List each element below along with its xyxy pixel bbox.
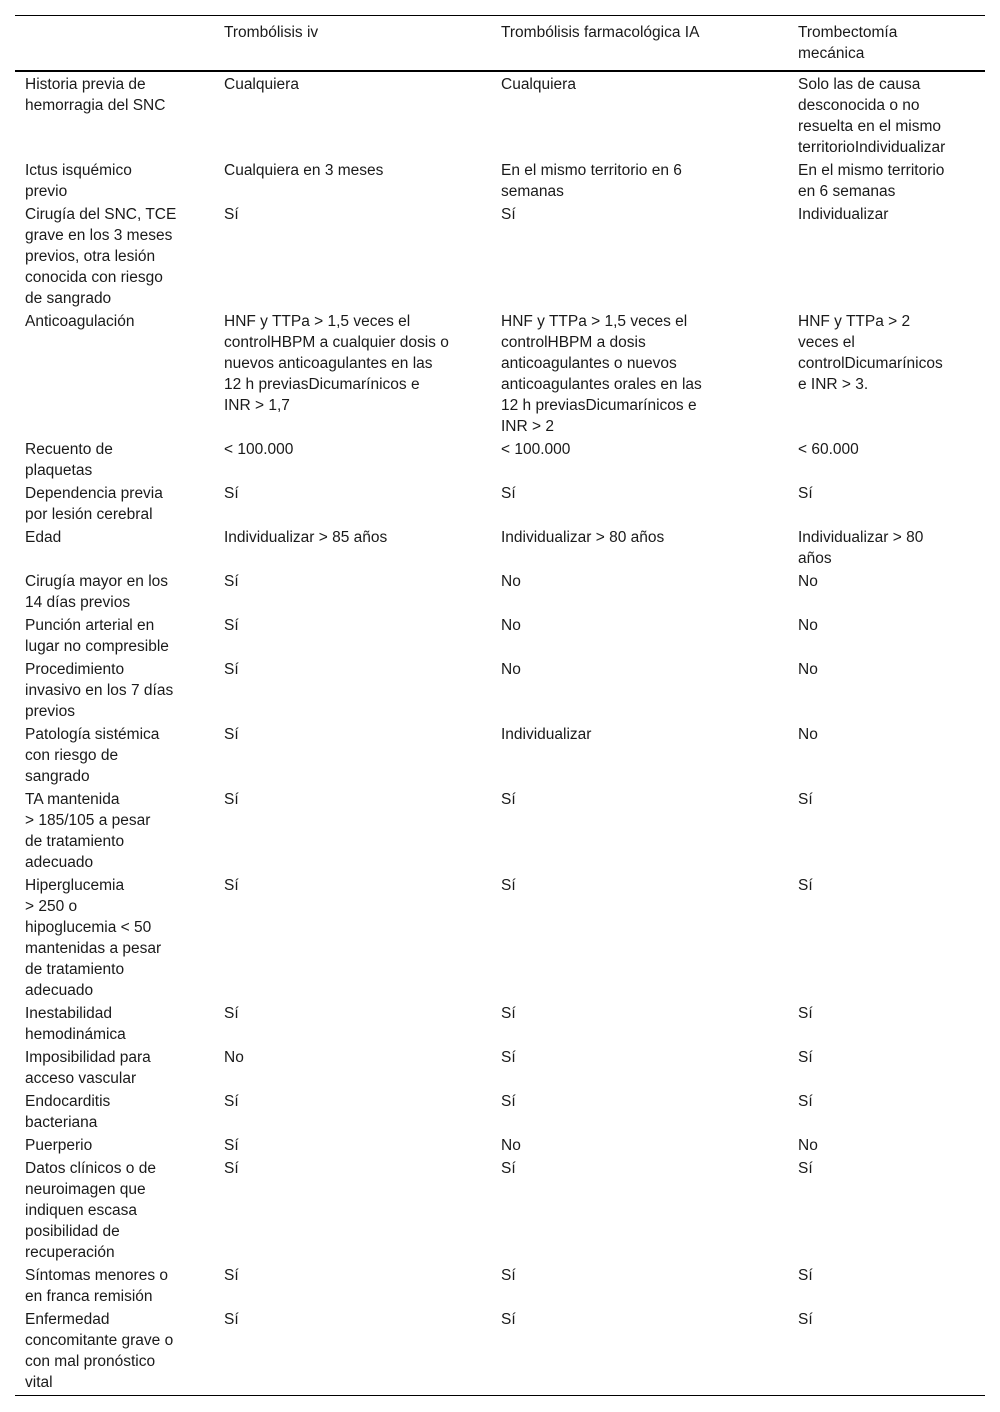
table-row: [15, 1264, 985, 1308]
row-label: Cirugía del SNC, TCE grave en los 3 meses previos, otra lesión conocida con riesgo de sangrado: [25, 206, 177, 307]
cell-thrombectomy: HNF y TTPa > 2 veces el controlDicumarínicos e INR > 3.: [798, 313, 943, 393]
cell-thrombolysis-iv: Sí: [224, 573, 239, 590]
cell-thrombolysis-ia: HNF y TTPa > 1,5 veces el controlHBPM a dosis anticoagulantes o nuevos anticoagulantes orales en las 12 h previasDicumarínicos e INR > 2: [501, 313, 702, 435]
cell-thrombolysis-ia: Sí: [501, 1160, 516, 1177]
cell-thrombolysis-iv: Sí: [224, 617, 239, 634]
table-row: [15, 310, 985, 438]
cell-thrombolysis-iv: Sí: [224, 791, 239, 808]
table-row: [15, 874, 985, 1002]
row-label: Enfermedad concomitante grave o con mal pronóstico vital: [25, 1311, 174, 1391]
cell-thrombolysis-iv: HNF y TTPa > 1,5 veces el controlHBPM a cualquier dosis o nuevos anticoagulantes en las 12 h previasDicumarínicos e INR > 1,7: [224, 313, 449, 414]
row-label: Anticoagulación: [25, 313, 135, 330]
table-row: [15, 1046, 985, 1090]
cell-thrombectomy: Sí: [798, 1005, 813, 1022]
table-row: [15, 788, 985, 874]
cell-thrombolysis-iv: Sí: [224, 1005, 239, 1022]
cell-thrombectomy: Solo las de causa desconocida o no resuelta en el mismo territorioIndividualizar: [798, 76, 946, 156]
row-label: Datos clínicos o de neuroimagen que indiquen escasa posibilidad de recuperación: [25, 1160, 156, 1261]
row-label: Recuento de plaquetas: [25, 441, 113, 479]
cell-thrombolysis-iv: Sí: [224, 1093, 239, 1110]
table-row: [15, 1308, 985, 1396]
cell-thrombolysis-iv: Cualquiera: [224, 76, 299, 93]
cell-thrombolysis-iv: Sí: [224, 485, 239, 502]
row-label: Inestabilidad hemodinámica: [25, 1005, 126, 1043]
table-row: [15, 1002, 985, 1046]
table-row: [15, 1134, 985, 1157]
cell-thrombolysis-ia: Cualquiera: [501, 76, 576, 93]
cell-thrombolysis-ia: No: [501, 661, 521, 678]
cell-thrombectomy: Sí: [798, 485, 813, 502]
cell-thrombectomy: < 60.000: [798, 441, 859, 458]
cell-thrombolysis-ia: Individualizar > 80 años: [501, 529, 665, 546]
cell-thrombectomy: No: [798, 573, 818, 590]
row-label: Historia previa de hemorragia del SNC: [25, 76, 166, 114]
cell-thrombolysis-ia: < 100.000: [501, 441, 571, 458]
header-empty: [15, 16, 214, 72]
row-label: Endocarditis bacteriana: [25, 1093, 111, 1131]
cell-thrombectomy: Individualizar: [798, 206, 889, 223]
table-row: [15, 570, 985, 614]
cell-thrombectomy: Sí: [798, 1267, 813, 1284]
row-label: Imposibilidad para acceso vascular: [25, 1049, 151, 1087]
cell-thrombolysis-ia: Sí: [501, 791, 516, 808]
row-label: TA mantenida > 185/105 a pesar de tratamiento adecuado: [25, 791, 151, 871]
cell-thrombolysis-ia: Sí: [501, 1311, 516, 1328]
cell-thrombectomy: No: [798, 726, 818, 743]
row-label: Dependencia previa por lesión cerebral: [25, 485, 163, 523]
cell-thrombolysis-ia: Sí: [501, 877, 516, 894]
cell-thrombolysis-iv: Sí: [224, 1137, 239, 1154]
cell-thrombolysis-ia: Sí: [501, 485, 516, 502]
table-row: [15, 159, 985, 203]
contraindications-table-container: [15, 15, 985, 1396]
table-row: [15, 614, 985, 658]
row-label: Procedimiento invasivo en los 7 días previos: [25, 661, 174, 720]
cell-thrombolysis-iv: Sí: [224, 877, 239, 894]
cell-thrombolysis-ia: Sí: [501, 1049, 516, 1066]
row-label: Puerperio: [25, 1137, 93, 1154]
cell-thrombectomy: En el mismo territorio en 6 semanas: [798, 162, 945, 200]
table-row: [15, 723, 985, 788]
table-row: [15, 71, 985, 159]
cell-thrombolysis-iv: Sí: [224, 1160, 239, 1177]
cell-thrombolysis-iv: Sí: [224, 1267, 239, 1284]
table-row: [15, 1090, 985, 1134]
cell-thrombolysis-ia: Sí: [501, 1005, 516, 1022]
table-header-row: [15, 16, 985, 72]
cell-thrombolysis-ia: Sí: [501, 1093, 516, 1110]
table-row: [15, 1157, 985, 1264]
contraindications-table: [15, 15, 985, 1396]
cell-thrombolysis-ia: En el mismo territorio en 6 semanas: [501, 162, 682, 200]
cell-thrombolysis-ia: Sí: [501, 206, 516, 223]
row-label: Ictus isquémico previo: [25, 162, 132, 200]
row-label: Síntomas menores o en franca remisión: [25, 1267, 169, 1305]
table-row: [15, 203, 985, 310]
cell-thrombolysis-iv: Sí: [224, 726, 239, 743]
cell-thrombolysis-ia: Individualizar: [501, 726, 592, 743]
cell-thrombolysis-iv: Sí: [224, 206, 239, 223]
cell-thrombectomy: Sí: [798, 1049, 813, 1066]
cell-thrombolysis-ia: No: [501, 573, 521, 590]
cell-thrombolysis-ia: No: [501, 1137, 521, 1154]
row-label: Punción arterial en lugar no compresible: [25, 617, 169, 655]
table-row: [15, 482, 985, 526]
cell-thrombectomy: Sí: [798, 791, 813, 808]
row-label: Cirugía mayor en los 14 días previos: [25, 573, 169, 611]
row-label: Edad: [25, 529, 62, 546]
cell-thrombectomy: Sí: [798, 1160, 813, 1177]
cell-thrombectomy: No: [798, 617, 818, 634]
table-row: [15, 438, 985, 482]
row-label: Patología sistémica con riesgo de sangrado: [25, 726, 160, 785]
cell-thrombolysis-iv: < 100.000: [224, 441, 294, 458]
cell-thrombolysis-iv: Individualizar > 85 años: [224, 529, 388, 546]
cell-thrombolysis-iv: Cualquiera en 3 meses: [224, 162, 384, 179]
cell-thrombectomy: No: [798, 661, 818, 678]
header-thrombolysis-iv: Trombólisis iv: [224, 24, 319, 41]
cell-thrombectomy: No: [798, 1137, 818, 1154]
cell-thrombectomy: Sí: [798, 1093, 813, 1110]
cell-thrombolysis-iv: No: [224, 1049, 244, 1066]
table-row: [15, 526, 985, 570]
header-thrombolysis-ia: Trombólisis farmacológica IA: [501, 24, 700, 41]
header-thrombectomy: Trombectomía mecánica: [798, 24, 898, 62]
cell-thrombectomy: Sí: [798, 877, 813, 894]
cell-thrombolysis-iv: Sí: [224, 1311, 239, 1328]
row-label: Hiperglucemia > 250 o hipoglucemia < 50 mantenidas a pesar de tratamiento adecuado: [25, 877, 162, 999]
cell-thrombolysis-ia: Sí: [501, 1267, 516, 1284]
cell-thrombectomy: Individualizar > 80 años: [798, 529, 924, 567]
table-row: [15, 658, 985, 723]
cell-thrombectomy: Sí: [798, 1311, 813, 1328]
cell-thrombolysis-ia: No: [501, 617, 521, 634]
cell-thrombolysis-iv: Sí: [224, 661, 239, 678]
